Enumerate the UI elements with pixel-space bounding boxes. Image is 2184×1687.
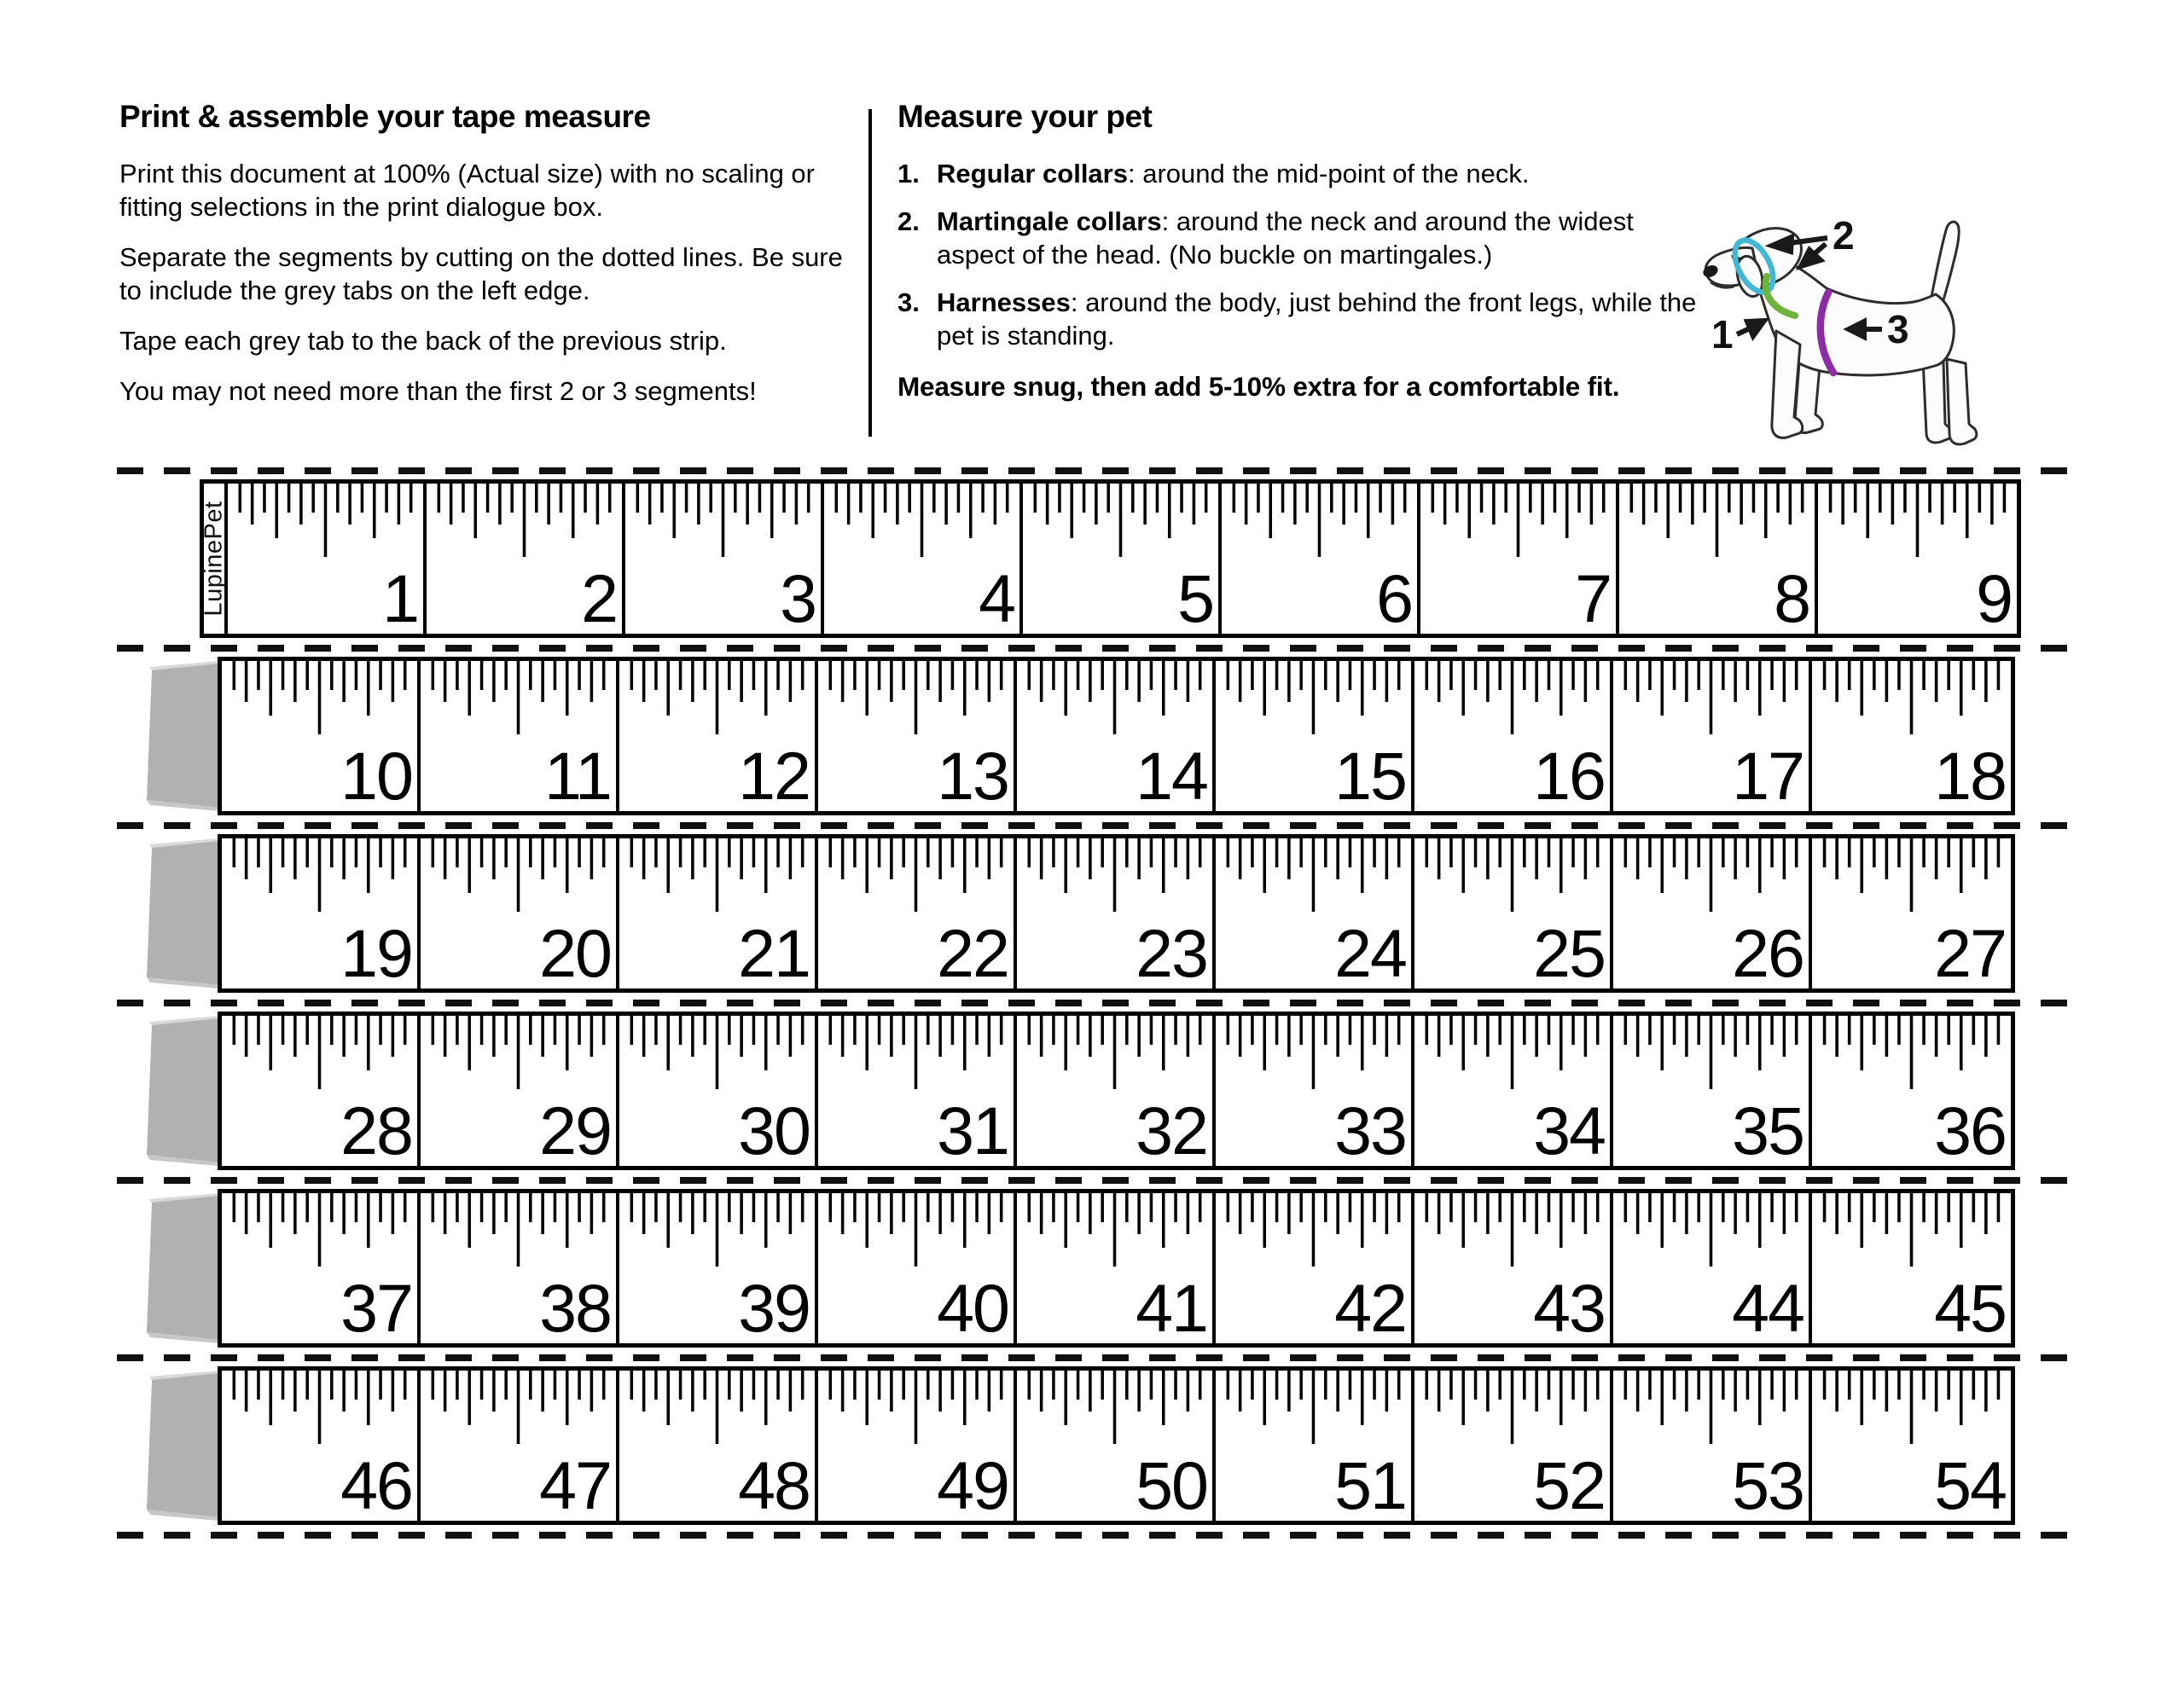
inch-cell: [619, 661, 818, 814]
inch-cell: [1216, 1016, 1414, 1166]
inch-number: 16: [1533, 738, 1605, 814]
inch-cell: [818, 1371, 1017, 1521]
inch-cell: [1222, 484, 1420, 634]
inch-cell: [228, 484, 427, 634]
ruler-strip-3: [222, 838, 2011, 991]
inch-number: 47: [539, 1447, 611, 1523]
inch-number: 24: [1334, 915, 1406, 991]
inch-cell: [222, 661, 421, 814]
inch-cell: [222, 838, 421, 991]
inch-number: 46: [340, 1447, 412, 1523]
measure-item-regular-collars: [897, 157, 1718, 190]
cut-line: [117, 467, 2076, 474]
measuring-instructions: [897, 99, 1718, 466]
item-marker: 2.: [897, 206, 920, 236]
inch-number: 28: [340, 1093, 412, 1168]
assembly-paragraph: Tape each grey tab to the back of the previous strip.: [119, 326, 727, 356]
inch-number: 14: [1136, 738, 1207, 814]
item-text: [937, 157, 1529, 190]
assembly-paragraph: Print this document at 100% (Actual size) with no scaling or fitting selections in the print dialogue box.: [119, 159, 815, 222]
inch-cell: [1216, 838, 1414, 991]
inch-cell: [625, 484, 824, 634]
inch-cell: [1216, 661, 1414, 814]
glue-tab: [141, 661, 219, 811]
glue-tab: [141, 1193, 219, 1343]
inch-cell: [1017, 661, 1216, 814]
inch-number: 30: [738, 1093, 810, 1168]
inch-cell: [1414, 1193, 1613, 1346]
label-3-harness: 3: [1887, 307, 1909, 351]
inch-cell: [818, 661, 1017, 814]
inch-cell: [1023, 484, 1222, 634]
inch-cell: [1414, 1016, 1613, 1166]
measure-item-martingale-collars: [897, 205, 1718, 271]
inch-cell: [1818, 484, 2017, 634]
inch-cell: [619, 1371, 818, 1521]
inch-number: 25: [1533, 915, 1605, 991]
cut-line: [117, 1354, 2076, 1361]
tape-measure-strips: [0, 467, 2184, 1548]
instructions-header: [119, 99, 2158, 466]
inch-cell: [1812, 838, 2011, 991]
inch-number: 22: [937, 915, 1008, 991]
inch-number: 18: [1934, 738, 2006, 814]
glue-tab: [141, 838, 219, 988]
label-1-collar: 1: [1711, 312, 1734, 357]
brand-box: [200, 484, 228, 634]
strip-row: [141, 1193, 2184, 1346]
inch-number: 54: [1934, 1447, 2006, 1523]
inch-number: 34: [1533, 1093, 1605, 1168]
inch-number: 36: [1934, 1093, 2006, 1168]
strip-row: [141, 838, 2184, 991]
item-rest: : around the neck and around the widest aspect of the head. (No buckle on martingales.): [937, 206, 1634, 270]
inch-cell: [1613, 1193, 1812, 1346]
item-text: [937, 286, 1718, 352]
inch-cell: [619, 1016, 818, 1166]
inch-number: 39: [738, 1270, 810, 1346]
inch-cell: [421, 661, 619, 814]
glue-tab: [141, 1371, 219, 1521]
inch-cell: [1812, 661, 2011, 814]
cut-line: [117, 645, 2076, 652]
inch-number: 7: [1575, 560, 1611, 636]
inch-cell: [1812, 1193, 2011, 1346]
inch-cell: [1613, 1371, 1812, 1521]
inch-number: 3: [780, 560, 816, 636]
inch-number: 27: [1934, 915, 2006, 991]
inch-cell: [1613, 838, 1812, 991]
inch-cell: [1017, 1193, 1216, 1346]
inch-cell: [222, 1193, 421, 1346]
inch-number: 45: [1934, 1270, 2006, 1346]
inch-number: 13: [937, 738, 1008, 814]
cut-line: [117, 1000, 2076, 1006]
inch-number: 41: [1136, 1270, 1207, 1346]
assembly-heading: Print & assemble your tape measure: [119, 99, 651, 134]
inch-number: 11: [543, 738, 611, 814]
cut-line: [117, 1532, 2076, 1539]
column-divider: [868, 109, 872, 437]
label-2-martingale: 2: [1833, 213, 1855, 258]
ruler-strip-2: [222, 661, 2011, 814]
inch-number: 35: [1732, 1093, 1804, 1168]
inch-cell: [1812, 1371, 2011, 1521]
item-term: Martingale collars: [937, 206, 1162, 236]
inch-number: 40: [937, 1270, 1008, 1346]
strip-row: [141, 1371, 2184, 1521]
inch-number: 42: [1334, 1270, 1406, 1346]
inch-number: 52: [1533, 1447, 1605, 1523]
item-marker: 3.: [897, 287, 920, 317]
cut-line: [117, 1177, 2076, 1184]
inch-number: 21: [738, 915, 810, 991]
inch-cell: [222, 1371, 421, 1521]
assembly-paragraph: Separate the segments by cutting on the dotted lines. Be sure to include the grey tabs on the left edge.: [119, 242, 843, 305]
inch-number: 32: [1136, 1093, 1207, 1168]
inch-number: 5: [1177, 560, 1213, 636]
inch-cell: [818, 838, 1017, 991]
inch-cell: [222, 1016, 421, 1166]
inch-cell: [1414, 661, 1613, 814]
inch-cell: [1017, 838, 1216, 991]
item-term: Harnesses: [937, 287, 1071, 317]
inch-number: 19: [340, 915, 412, 991]
inch-number: 53: [1732, 1447, 1804, 1523]
strip-row: [141, 484, 2184, 634]
inch-number: 12: [738, 738, 810, 814]
item-text: [937, 205, 1718, 271]
ruler-strip-6: [222, 1371, 2011, 1521]
inch-cell: [818, 1193, 1017, 1346]
inch-number: 15: [1334, 738, 1406, 814]
item-marker: 1.: [897, 159, 920, 188]
inch-number: 9: [1976, 560, 2012, 636]
dog-measuring-diagram: [1699, 167, 2079, 466]
inch-cell: [1619, 484, 1818, 634]
inch-number: 23: [1136, 915, 1207, 991]
inch-number: 31: [937, 1093, 1008, 1168]
dog-near-front-leg: [1772, 331, 1803, 438]
inch-cell: [824, 484, 1023, 634]
inch-number: 20: [539, 915, 611, 991]
strip-row: [141, 661, 2184, 814]
inch-cell: [1216, 1193, 1414, 1346]
inch-number: 26: [1732, 915, 1804, 991]
inch-number: 48: [738, 1447, 810, 1523]
inch-cell: [421, 1016, 619, 1166]
inch-number: 6: [1376, 560, 1412, 636]
ruler-strip-1: [200, 484, 2017, 636]
inch-cell: [1414, 1371, 1613, 1521]
inch-number: 4: [979, 560, 1014, 636]
brand-text: LupinePet: [200, 501, 228, 617]
dog-illustration: [1699, 167, 2079, 461]
inch-cell: [619, 1193, 818, 1346]
arrow-1-head: [1747, 321, 1764, 336]
item-rest: : around the mid-point of the neck.: [1127, 159, 1530, 188]
inch-cell: [1613, 1016, 1812, 1166]
inch-cell: [1017, 1371, 1216, 1521]
inch-number: 38: [539, 1270, 611, 1346]
inch-cell: [427, 484, 625, 634]
assembly-instructions: [119, 99, 868, 466]
ruler-strip-5: [222, 1193, 2011, 1346]
inch-number: 50: [1136, 1447, 1207, 1523]
inch-number: 29: [539, 1093, 611, 1168]
inch-cell: [1216, 1371, 1414, 1521]
glue-tab: [141, 1016, 219, 1166]
inch-cell: [619, 838, 818, 991]
item-rest: : around the body, just behind the front legs, while the pet is standing.: [937, 287, 1697, 351]
inch-cell: [1420, 484, 1619, 634]
inch-number: 43: [1533, 1270, 1605, 1346]
inch-number: 1: [382, 560, 418, 636]
inch-number: 49: [937, 1447, 1008, 1523]
inch-cell: [1613, 661, 1812, 814]
inch-number: 44: [1732, 1270, 1804, 1346]
inch-cell: [1017, 1016, 1216, 1166]
inch-cell: [1812, 1016, 2011, 1166]
inch-cell: [421, 838, 619, 991]
measure-heading: Measure your pet: [897, 99, 1153, 134]
dog-near-hind-leg: [1947, 359, 1977, 444]
strip-row: [141, 1016, 2184, 1166]
measure-item-harnesses: [897, 286, 1718, 352]
inch-number: 33: [1334, 1093, 1406, 1168]
inch-number: 51: [1334, 1447, 1406, 1523]
inch-number: 10: [340, 738, 412, 814]
inch-cell: [1414, 838, 1613, 991]
fit-note: Measure snug, then add 5-10% extra for a comfortable fit.: [897, 371, 1620, 402]
ruler-strip-4: [222, 1016, 2011, 1166]
cut-line: [117, 822, 2076, 829]
inch-number: 2: [581, 560, 617, 636]
inch-number: 37: [340, 1270, 412, 1346]
inch-cell: [421, 1371, 619, 1521]
item-term: Regular collars: [937, 159, 1128, 188]
inch-number: 8: [1774, 560, 1809, 636]
inch-cell: [421, 1193, 619, 1346]
inch-number: 17: [1732, 738, 1804, 814]
inch-cell: [818, 1016, 1017, 1166]
assembly-paragraph: You may not need more than the first 2 or 3 segments!: [119, 376, 757, 406]
